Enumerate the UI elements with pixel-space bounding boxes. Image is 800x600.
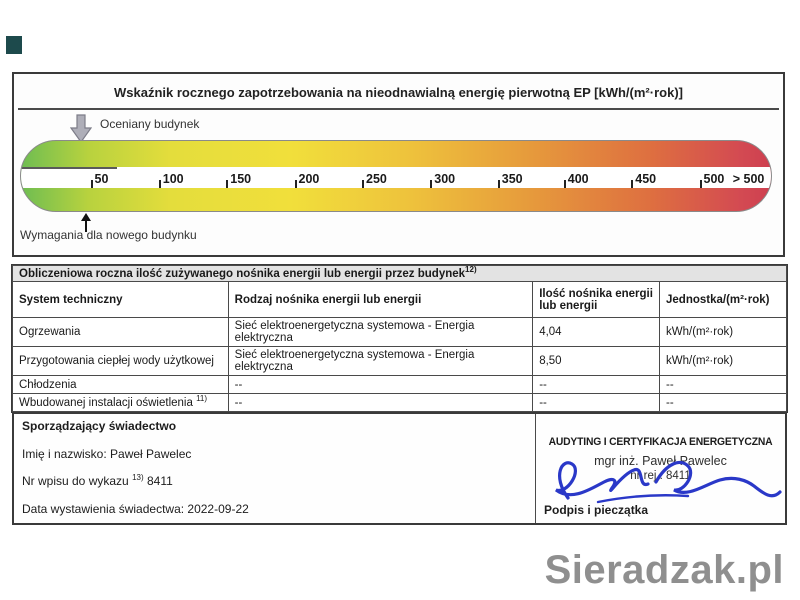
registry-footnote: 13) <box>132 473 144 482</box>
scale-tick: 300 <box>434 172 456 186</box>
cell-system: Ogrzewania <box>13 318 229 347</box>
stamp-area <box>536 414 785 523</box>
scan-corner-mark <box>6 36 22 54</box>
header-system: System techniczny <box>13 282 229 318</box>
issuer-section <box>12 412 787 525</box>
table-row <box>13 394 787 412</box>
cell-unit: kWh/(m²·rok) <box>660 347 787 376</box>
table-row <box>13 376 787 394</box>
issuer-registry-line <box>22 474 173 488</box>
scale-tick: 100 <box>162 172 184 186</box>
cell-carrier: Sieć elektroenergetyczna systemowa - Energia elektryczna <box>228 318 533 347</box>
table-row <box>13 318 787 347</box>
cell-system: Przygotowania ciepłej wody użytkowej <box>13 347 229 376</box>
header-carrier: Rodzaj nośnika energii lub energii <box>228 282 533 318</box>
scale-tick: 250 <box>366 172 387 186</box>
signature-caption: Podpis i pieczątka <box>544 503 649 517</box>
table-caption <box>13 266 787 282</box>
scale-tick: 500 <box>703 172 725 186</box>
issuer-name-line: Imię i nazwisko: Paweł Pawelec <box>22 447 192 461</box>
stamp-registry-number: nr rej.: 8411 <box>630 470 691 482</box>
cell-unit: kWh/(m²·rok) <box>660 318 787 347</box>
ep-scale-tick-band <box>21 167 771 188</box>
cell-amount: 4,04 <box>533 318 660 347</box>
energy-carriers-table <box>12 265 787 412</box>
table-header-row <box>13 282 787 318</box>
title-divider <box>18 108 779 110</box>
registry-number: 8411 <box>146 474 173 488</box>
stamp-person-name: mgr inż. Paweł Pawelec <box>594 454 727 468</box>
cell-system-text: Wbudowanej instalacji oświetlenia <box>19 396 193 409</box>
issuer-details <box>14 414 535 523</box>
registry-label: Nr wpisu do wykazu <box>22 474 129 488</box>
scale-tick: 200 <box>298 172 320 186</box>
cell-unit: -- <box>660 394 787 412</box>
cell-carrier: -- <box>228 394 533 412</box>
scale-tick: 150 <box>230 172 252 186</box>
cell-carrier: -- <box>228 376 533 394</box>
header-amount: Ilość nośnika energii lub energii <box>533 282 660 318</box>
cell-carrier: Sieć elektroenergetyczna systemowa - Energia elektryczna <box>228 347 533 376</box>
ep-scale-section <box>12 72 785 257</box>
ep-scale-title: Wskaźnik rocznego zapotrzebowania na nieodnawialną energię pierwotną EP [kWh/(m²·rok)] <box>114 85 683 100</box>
scale-tick-over-max: > 500 <box>732 172 765 186</box>
watermark-text: Sieradzak.pl <box>544 548 784 592</box>
table-row <box>13 347 787 376</box>
ep-gradient-bar <box>20 140 772 212</box>
new-building-requirement-label: Wymagania dla nowego budynku <box>20 228 197 242</box>
cell-unit: -- <box>660 376 787 394</box>
table-caption-footnote: 12) <box>465 264 477 274</box>
scale-tick: 50 <box>94 172 109 186</box>
stamp-company-name: AUDYTING I CERTYFIKACJA ENERGETYCZNA <box>548 436 773 448</box>
cell-amount: -- <box>533 394 660 412</box>
cell-system: Chłodzenia <box>13 376 229 394</box>
scale-tick: 400 <box>567 172 589 186</box>
cell-system-footnote: 11) <box>196 393 208 403</box>
evaluated-building-arrow-icon <box>70 114 92 143</box>
issue-date-line: Data wystawienia świadectwa: 2022-09-22 <box>22 502 249 516</box>
evaluated-building-label: Oceniany budynek <box>100 117 200 131</box>
cell-system <box>13 394 229 412</box>
issuer-heading: Sporządzający świadectwo <box>22 419 177 433</box>
scale-tick: 450 <box>635 172 657 186</box>
table-caption-row <box>13 266 787 282</box>
cell-amount: 8,50 <box>533 347 660 376</box>
scale-tick: 350 <box>501 172 523 186</box>
header-unit: Jednostka/(m²·rok) <box>660 282 787 318</box>
cell-amount: -- <box>533 376 660 394</box>
table-caption-text: Obliczeniowa roczna ilość zużywanego nośnika energii lub energii przez budynek <box>19 267 466 280</box>
